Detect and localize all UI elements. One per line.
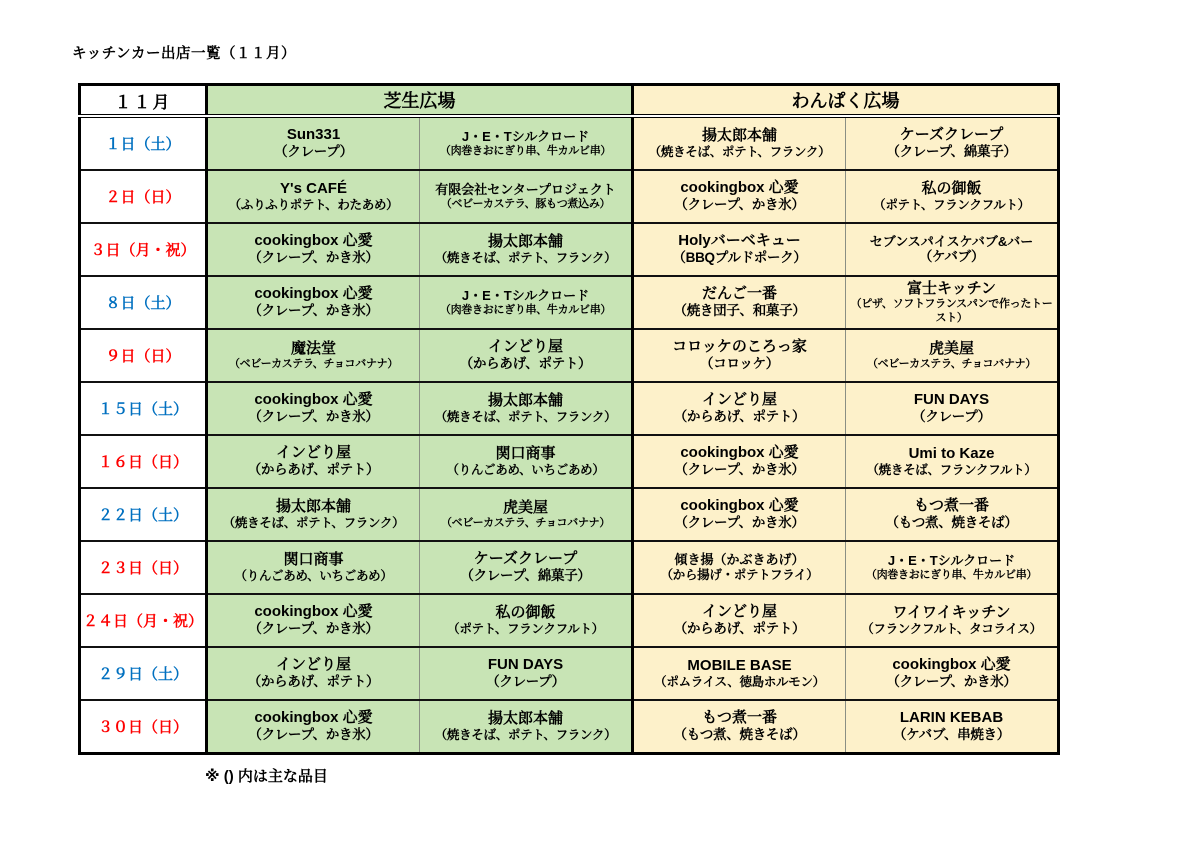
vendor-name: もつ煮一番 bbox=[914, 497, 990, 515]
vendor-name: ケーズクレープ bbox=[473, 550, 578, 568]
vendor-name: 揚太郎本舗 bbox=[488, 392, 564, 409]
vendor-cell bbox=[633, 116, 846, 170]
vendor-cell bbox=[846, 116, 1059, 170]
vendor-items: （りんごあめ、いちごあめ） bbox=[446, 463, 605, 477]
vendor-items: （肉巻きおにぎり串、牛カルビ串） bbox=[439, 144, 612, 157]
vendor-name: 富士キッチン bbox=[907, 280, 996, 298]
date-cell: １日（土） bbox=[80, 116, 207, 170]
vendor-items: （クレープ、かき氷） bbox=[674, 462, 805, 478]
vendor-items: （クレープ、かき氷） bbox=[674, 197, 805, 213]
vendor-name: インどり屋 bbox=[276, 656, 352, 674]
vendor-items: （もつ煮、焼きそば） bbox=[673, 727, 806, 743]
vendor-cell bbox=[633, 435, 846, 488]
vendor-name: 関口商事 bbox=[283, 551, 344, 568]
vendor-name: cookingbox 心愛 bbox=[254, 603, 373, 621]
month-header-cell: １１月 bbox=[80, 85, 207, 117]
vendor-name: 揚太郎本舗 bbox=[488, 710, 564, 727]
vendor-name: LARIN KEBAB bbox=[899, 709, 1004, 727]
vendor-items: （から揚げ・ポテトフライ） bbox=[660, 567, 819, 582]
date-cell: １５日（土） bbox=[80, 382, 207, 435]
schedule-rows bbox=[80, 116, 1059, 754]
schedule-row bbox=[80, 276, 1059, 329]
date-cell: ３０日（日） bbox=[80, 700, 207, 754]
vendor-cell bbox=[633, 647, 846, 700]
vendor-name: だんご一番 bbox=[702, 285, 778, 303]
venue-header-wanpaku-plaza: わんぱく広場 bbox=[633, 85, 1059, 117]
vendor-cell bbox=[420, 223, 633, 276]
vendor-cell bbox=[846, 488, 1059, 541]
vendor-cell bbox=[846, 170, 1059, 223]
vendor-cell bbox=[420, 116, 633, 170]
vendor-name: Umi to Kaze bbox=[908, 445, 995, 462]
date-cell: ８日（土） bbox=[80, 276, 207, 329]
vendor-items: （焼きそば、ポテト、フランク） bbox=[434, 728, 617, 742]
vendor-items: （ポテト、フランクフルト） bbox=[873, 198, 1030, 212]
vendor-items: （肉巻きおにぎり串、牛カルビ串） bbox=[865, 568, 1038, 581]
vendor-cell bbox=[420, 488, 633, 541]
vendor-name: FUN DAYS bbox=[913, 391, 990, 409]
vendor-cell bbox=[633, 223, 846, 276]
vendor-items: （ベビーカステラ、豚もつ煮込み） bbox=[440, 197, 611, 210]
vendor-items: （クレープ、綿菓子） bbox=[460, 568, 591, 584]
vendor-cell bbox=[207, 170, 420, 223]
vendor-items: （からあげ、ポテト） bbox=[673, 621, 806, 637]
vendor-cell bbox=[207, 329, 420, 382]
vendor-cell bbox=[420, 276, 633, 329]
vendor-items: （クレープ） bbox=[486, 674, 565, 690]
vendor-items: （クレープ、かき氷） bbox=[248, 409, 379, 425]
vendor-name: 虎美屋 bbox=[929, 339, 975, 357]
vendor-cell bbox=[633, 170, 846, 223]
schedule-row bbox=[80, 647, 1059, 700]
vendor-cell bbox=[207, 594, 420, 647]
vendor-name: ケーズクレープ bbox=[899, 126, 1004, 144]
vendor-name: 関口商事 bbox=[495, 445, 556, 462]
vendor-items: （肉巻きおにぎり串、牛カルビ串） bbox=[439, 303, 612, 316]
vendor-cell bbox=[846, 647, 1059, 700]
vendor-items: （ケバブ、串焼き） bbox=[893, 727, 1010, 743]
vendor-name: 私の御飯 bbox=[495, 604, 556, 621]
vendor-cell bbox=[846, 223, 1059, 276]
vendor-items: （クレープ、かき氷） bbox=[248, 303, 379, 319]
vendor-items: （ベビーカステラ、チョコバナナ） bbox=[228, 357, 399, 370]
vendor-cell bbox=[633, 276, 846, 329]
vendor-items: （ポテト、フランクフルト） bbox=[447, 622, 604, 636]
vendor-name: Y's CAFÉ bbox=[280, 180, 347, 197]
vendor-cell bbox=[420, 647, 633, 700]
schedule-row bbox=[80, 329, 1059, 382]
date-cell: ２４日（月・祝） bbox=[80, 594, 207, 647]
vendor-cell bbox=[846, 594, 1059, 647]
vendor-items: （焼きそば、ポテト、フランク） bbox=[222, 516, 405, 530]
vendor-name: 揚太郎本舗 bbox=[702, 127, 778, 144]
vendor-name: cookingbox 心愛 bbox=[680, 179, 799, 197]
schedule-row bbox=[80, 594, 1059, 647]
vendor-items: （クレープ、かき氷） bbox=[248, 727, 379, 743]
vendor-cell bbox=[420, 329, 633, 382]
vendor-name: 揚太郎本舗 bbox=[276, 498, 352, 515]
vendor-cell bbox=[420, 435, 633, 488]
vendor-name: MOBILE BASE bbox=[687, 657, 792, 674]
schedule-row bbox=[80, 435, 1059, 488]
vendor-cell bbox=[633, 541, 846, 594]
footnote: ※ () 内は主な品目 bbox=[205, 768, 328, 785]
vendor-name: J・E・Tシルクロード bbox=[887, 553, 1016, 569]
date-cell: ２日（日） bbox=[80, 170, 207, 223]
vendor-name: cookingbox 心愛 bbox=[254, 391, 373, 409]
schedule-row bbox=[80, 541, 1059, 594]
vendor-items: （もつ煮、焼きそば） bbox=[885, 515, 1018, 531]
vendor-items: （フランクフルト、タコライス） bbox=[861, 622, 1042, 636]
date-cell: ２２日（土） bbox=[80, 488, 207, 541]
vendor-cell bbox=[420, 170, 633, 223]
vendor-items: （焼きそば、ポテト、フランク） bbox=[648, 145, 831, 159]
vendor-cell bbox=[633, 382, 846, 435]
vendor-cell bbox=[420, 382, 633, 435]
vendor-cell bbox=[207, 647, 420, 700]
vendor-cell bbox=[207, 382, 420, 435]
vendor-items: （焼き団子、和菓子） bbox=[673, 303, 806, 319]
page-title: キッチンカー出店一覧（１１月） bbox=[72, 46, 296, 62]
vendor-cell bbox=[420, 541, 633, 594]
vendor-name: コロッケのころっ家 bbox=[672, 338, 807, 356]
vendor-cell bbox=[207, 116, 420, 170]
vendor-cell bbox=[846, 329, 1059, 382]
vendor-name: 魔法堂 bbox=[291, 339, 337, 357]
vendor-cell bbox=[633, 594, 846, 647]
vendor-name: cookingbox 心愛 bbox=[254, 232, 373, 250]
vendor-cell bbox=[846, 700, 1059, 754]
vendor-items: （クレープ、かき氷） bbox=[886, 674, 1017, 690]
vendor-cell bbox=[633, 700, 846, 754]
vendor-name: cookingbox 心愛 bbox=[892, 656, 1011, 674]
vendor-items: （クレープ、かき氷） bbox=[674, 515, 805, 531]
vendor-name: cookingbox 心愛 bbox=[254, 285, 373, 303]
vendor-items: （クレープ、かき氷） bbox=[248, 250, 379, 266]
vendor-items: （からあげ、ポテト） bbox=[247, 674, 380, 690]
date-cell: ９日（日） bbox=[80, 329, 207, 382]
vendor-items: （クレープ、かき氷） bbox=[248, 621, 379, 637]
vendor-name: cookingbox 心愛 bbox=[680, 444, 799, 462]
vendor-cell bbox=[633, 329, 846, 382]
vendor-items: （からあげ、ポテト） bbox=[673, 409, 806, 425]
date-cell: ２３日（日） bbox=[80, 541, 207, 594]
schedule-row bbox=[80, 116, 1059, 170]
vendor-items: （ふりふりポテト、わたあめ） bbox=[228, 198, 399, 212]
date-cell: ３日（月・祝） bbox=[80, 223, 207, 276]
header-row bbox=[80, 85, 1059, 117]
vendor-name: 有限会社センタープロジェクト bbox=[435, 182, 616, 198]
vendor-name: cookingbox 心愛 bbox=[680, 497, 799, 515]
vendor-items: （ポムライス、徳島ホルモン） bbox=[654, 675, 825, 689]
vendor-name: セブンスパイスケバブ&バー bbox=[869, 233, 1034, 249]
vendor-name: 傾き揚（かぶきあげ） bbox=[674, 552, 805, 568]
schedule-row bbox=[80, 700, 1059, 754]
vendor-items: （焼きそば、ポテト、フランク） bbox=[434, 410, 617, 424]
vendor-cell bbox=[846, 435, 1059, 488]
vendor-name: FUN DAYS bbox=[487, 656, 564, 674]
vendor-cell bbox=[846, 276, 1059, 329]
vendor-items: （ケバブ） bbox=[918, 249, 985, 265]
vendor-items: （りんごあめ、いちごあめ） bbox=[234, 569, 393, 583]
vendor-items: （クレープ） bbox=[274, 144, 353, 160]
vendor-cell bbox=[420, 700, 633, 754]
vendor-items: （焼きそば、フランクフルト） bbox=[866, 463, 1037, 477]
schedule-row bbox=[80, 223, 1059, 276]
vendor-name: インどり屋 bbox=[702, 603, 778, 621]
vendor-name: もつ煮一番 bbox=[702, 709, 778, 727]
vendor-cell bbox=[207, 700, 420, 754]
vendor-name: 揚太郎本舗 bbox=[488, 233, 564, 250]
vendor-cell bbox=[207, 276, 420, 329]
vendor-items: （クレープ、綿菓子） bbox=[886, 144, 1017, 160]
vendor-name: Sun331 bbox=[286, 126, 341, 144]
vendor-name: J・E・Tシルクロード bbox=[461, 288, 590, 304]
vendor-cell bbox=[207, 541, 420, 594]
schedule-row bbox=[80, 488, 1059, 541]
vendor-cell bbox=[207, 488, 420, 541]
vendor-name: インどり屋 bbox=[488, 338, 564, 356]
vendor-items: （BBQプルドポーク） bbox=[672, 250, 807, 266]
vendor-name: ワイワイキッチン bbox=[892, 604, 1011, 621]
vendor-items: （からあげ、ポテト） bbox=[459, 356, 592, 372]
schedule-row bbox=[80, 382, 1059, 435]
vendor-name: J・E・Tシルクロード bbox=[461, 129, 590, 145]
vendor-name: 私の御飯 bbox=[921, 180, 982, 197]
vendor-cell bbox=[420, 594, 633, 647]
vendor-items: （ピザ、ソフトフランスパンで作ったトースト） bbox=[850, 298, 1053, 324]
vendor-name: インどり屋 bbox=[702, 391, 778, 409]
vendor-items: （ベビーカステラ、チョコバナナ） bbox=[866, 357, 1037, 370]
vendor-cell bbox=[846, 541, 1059, 594]
vendor-cell bbox=[207, 435, 420, 488]
vendor-name: インどり屋 bbox=[276, 444, 352, 462]
schedule-row bbox=[80, 170, 1059, 223]
kitchen-car-schedule-table bbox=[78, 83, 1060, 755]
venue-header-lawn-plaza: 芝生広場 bbox=[207, 85, 633, 117]
vendor-items: （コロッケ） bbox=[700, 356, 779, 372]
vendor-cell bbox=[207, 223, 420, 276]
vendor-cell bbox=[846, 382, 1059, 435]
vendor-name: 虎美屋 bbox=[503, 498, 549, 516]
vendor-items: （からあげ、ポテト） bbox=[247, 462, 380, 478]
date-cell: １６日（日） bbox=[80, 435, 207, 488]
vendor-items: （クレープ） bbox=[912, 409, 991, 425]
vendor-cell bbox=[633, 488, 846, 541]
vendor-name: cookingbox 心愛 bbox=[254, 709, 373, 727]
vendor-items: （焼きそば、ポテト、フランク） bbox=[434, 251, 617, 265]
date-cell: ２９日（土） bbox=[80, 647, 207, 700]
vendor-name: Holyバーベキュー bbox=[678, 232, 801, 250]
vendor-items: （ベビーカステラ、チョコバナナ） bbox=[440, 516, 611, 529]
